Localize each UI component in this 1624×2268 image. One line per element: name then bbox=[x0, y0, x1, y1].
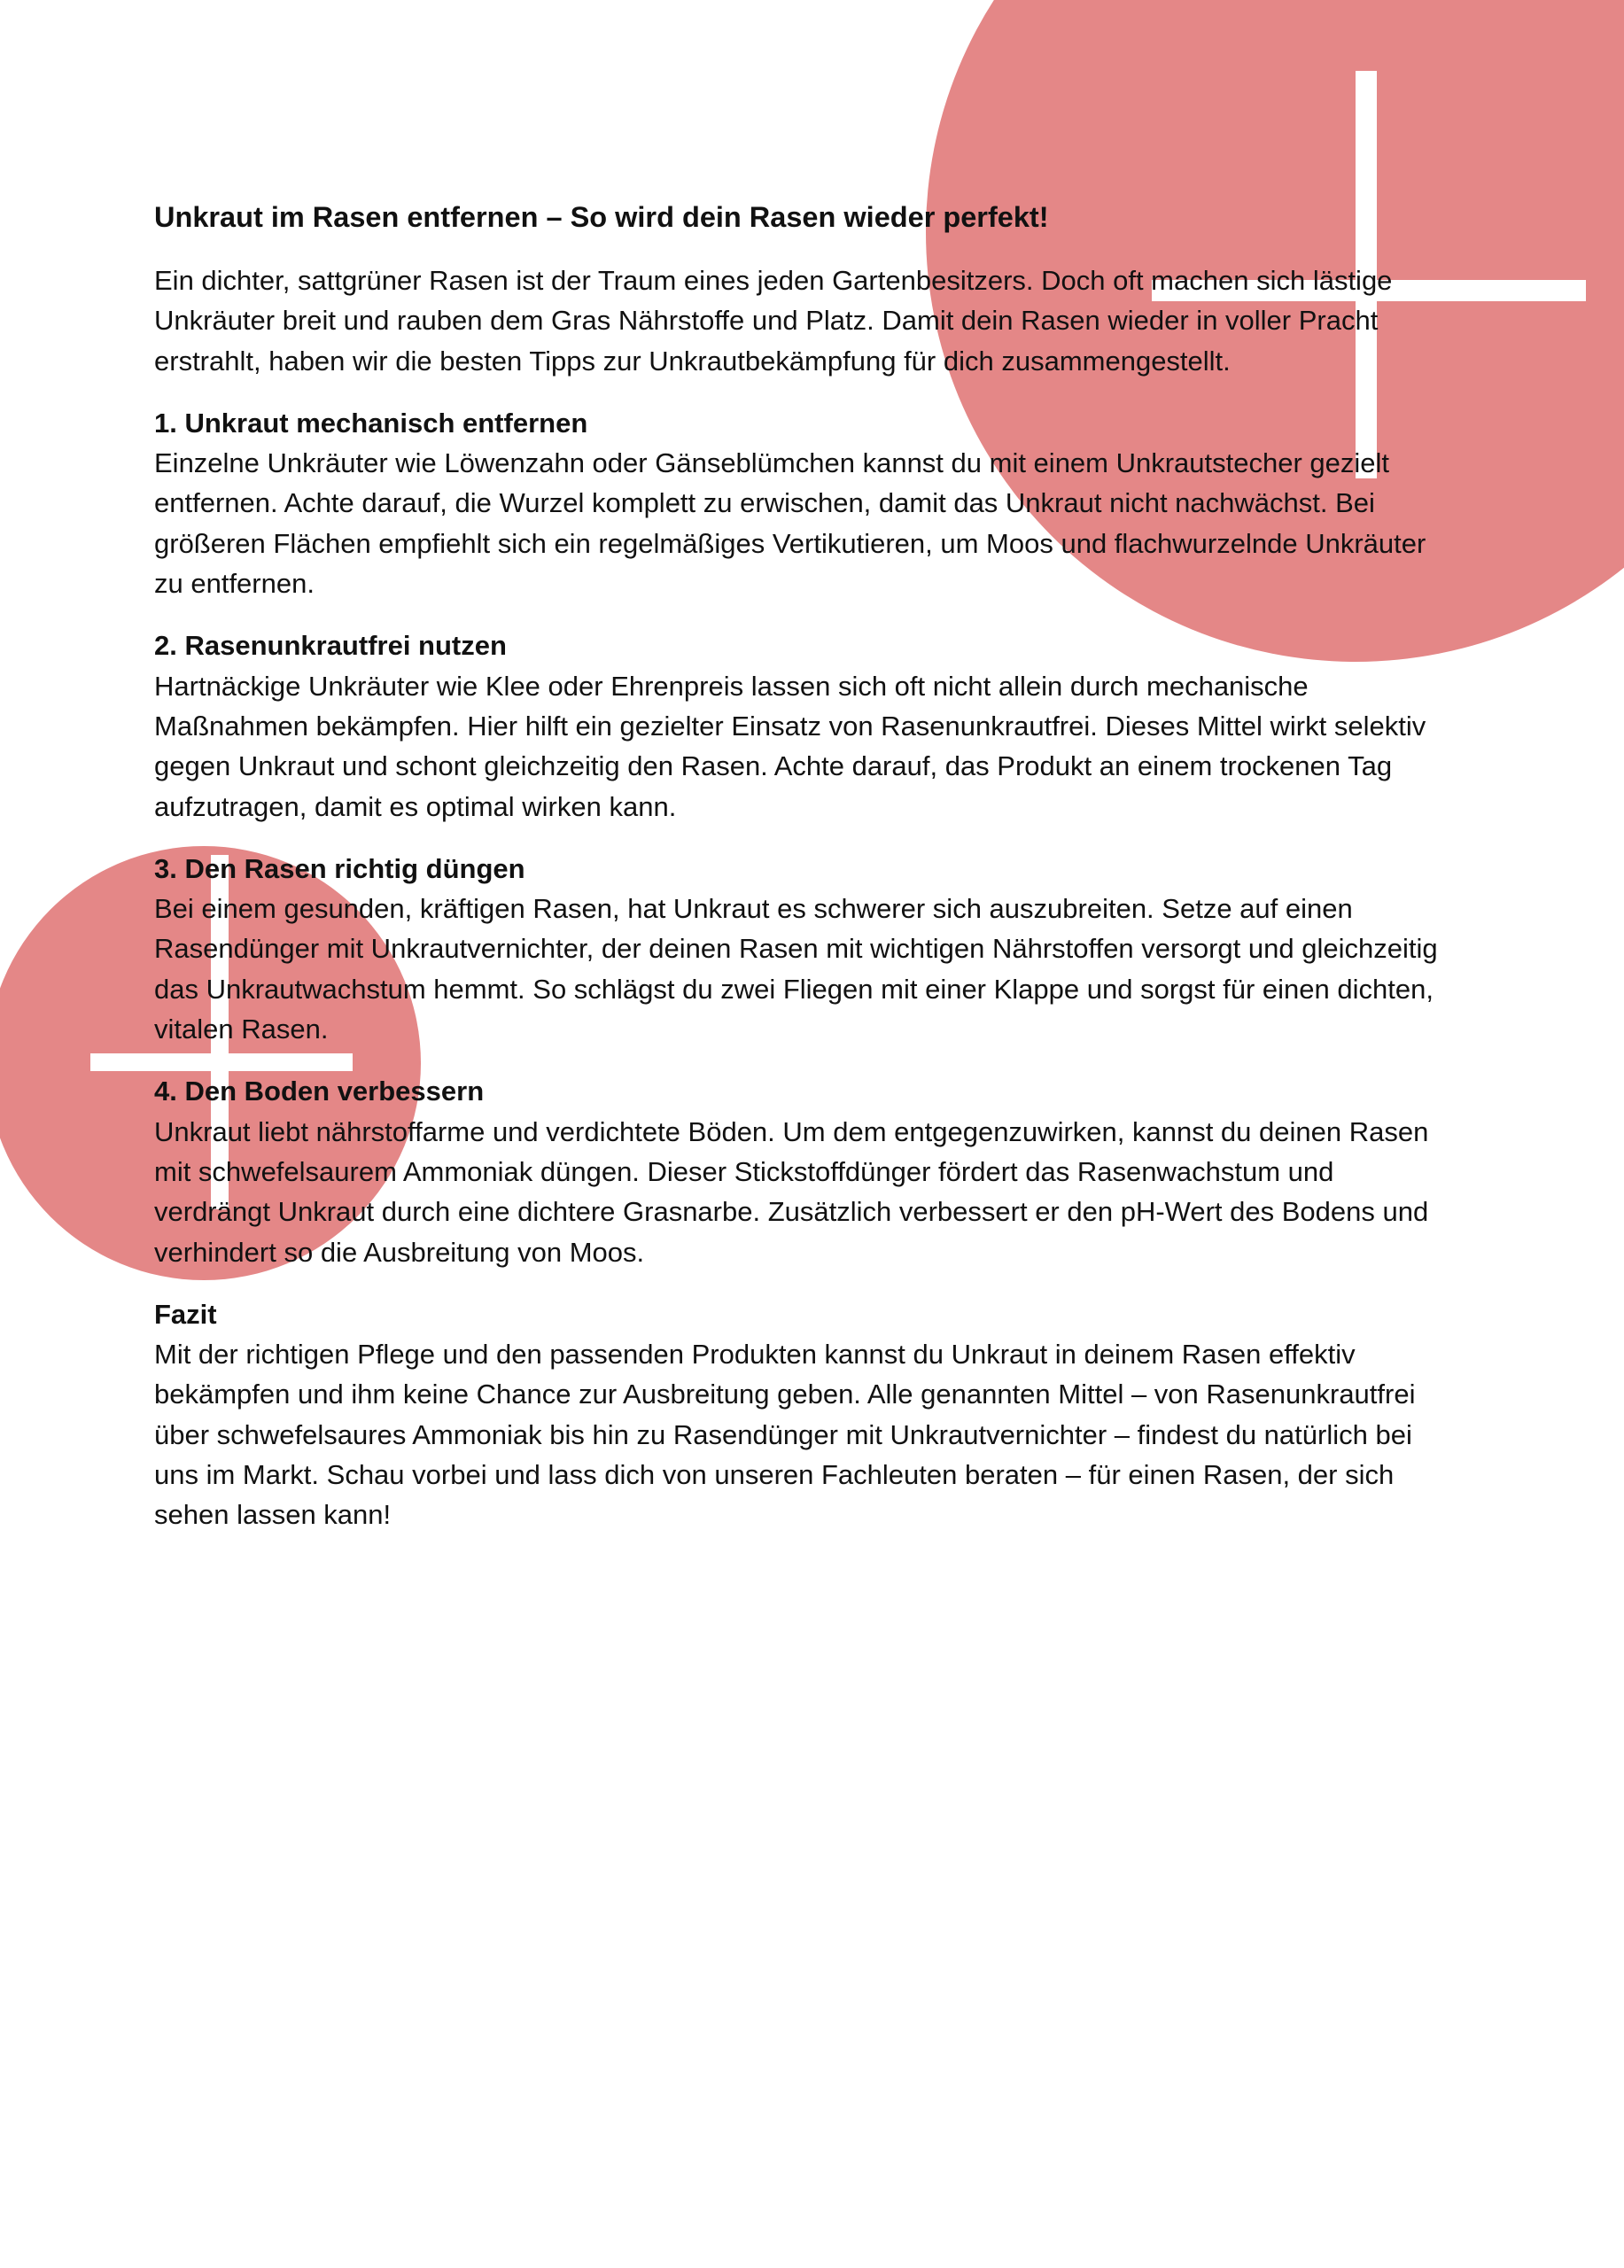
section-body: Hartnäckige Unkräuter wie Klee oder Ehrenpreis lassen sich oft nicht allein durch mechanische Maßnahmen bekämpfen. Hier hilft ein gezielter Einsatz von Rasenunkrautfrei. Dieses Mittel wirkt selektiv gegen Unkraut und schont gleichzeitig den Rasen. Achte darauf, das Produkt an einem trockenen Tag aufzutragen, damit es optimal wirken kann. bbox=[154, 670, 1426, 822]
section-body: Unkraut liebt nährstoffarme und verdichtete Böden. Um dem entgegenzuwirken, kannst du deinen Rasen mit schwefelsaurem Ammoniak düngen. Dieser Stickstoffdünger fördert das Rasenwachstum und verdrängt Unkraut durch eine dichtere Grasnarbe. Zusätzlich verbessert er den pH-Wert des Bodens und verhindert so die Ausbreitung von Moos. bbox=[154, 1115, 1429, 1268]
section-rasenunkrautfrei bbox=[154, 625, 1457, 826]
section-heading: 4. Den Boden verbessern bbox=[154, 1076, 485, 1107]
intro-paragraph: Ein dichter, sattgrüner Rasen ist der Traum eines jeden Gartenbesitzers. Doch oft machen sich lästige Unkräuter breit und rauben dem Gras Nährstoffe und Platz. Damit dein Rasen wieder in voller Pracht erstrahlt, haben wir die besten Tipps zur Unkrautbekämpfung für dich zusammengestellt. bbox=[154, 265, 1393, 377]
section-body: Mit der richtigen Pflege und den passenden Produkten kannst du Unkraut in deinem Rasen effektiv bekämpfen und ihm keine Chance zur Ausbreitung geben. Alle genannten Mittel – von Rasenunkrautfrei über schwefelsaures Ammoniak bis hin zu Rasendünger mit Unkrautvernichter – findest du natürlich bei uns im Markt. Schau vorbei und lass dich von unseren Fachleuten beraten – für einen Rasen, der sich sehen lassen kann! bbox=[154, 1339, 1416, 1531]
document-title: Unkraut im Rasen entfernen – So wird dein Rasen wieder perfekt! bbox=[154, 201, 1049, 233]
section-conclusion bbox=[154, 1294, 1457, 1535]
section-heading: 2. Rasenunkrautfrei nutzen bbox=[154, 630, 507, 662]
section-soil-improvement bbox=[154, 1071, 1457, 1271]
section-heading: 3. Den Rasen richtig düngen bbox=[154, 852, 525, 884]
section-heading: Fazit bbox=[154, 1298, 217, 1330]
document-body bbox=[154, 197, 1457, 1557]
section-mechanical-removal bbox=[154, 403, 1457, 603]
section-fertilizing bbox=[154, 849, 1457, 1049]
section-body: Einzelne Unkräuter wie Löwenzahn oder Gänseblümchen kannst du mit einem Unkrautstecher gezielt entfernen. Achte darauf, die Wurzel komplett zu erwischen, damit das Unkraut nicht nachwächst. Bei größeren Flächen empfiehlt sich ein regelmäßiges Vertikutieren, um Moos und flachwurzelnde Unkräuter zu entfernen. bbox=[154, 447, 1426, 600]
section-heading: 1. Unkraut mechanisch entfernen bbox=[154, 407, 588, 439]
section-body: Bei einem gesunden, kräftigen Rasen, hat Unkraut es schwerer sich auszubreiten. Setze auf einen Rasendünger mit Unkrautvernichter, der deinen Rasen mit wichtigen Nährstoffen versorgt und gleichzeitig das Unkrautwachstum hemmt. So schlägst du zwei Fliegen mit einer Klappe und sorgst für einen dichten, vitalen Rasen. bbox=[154, 893, 1438, 1045]
